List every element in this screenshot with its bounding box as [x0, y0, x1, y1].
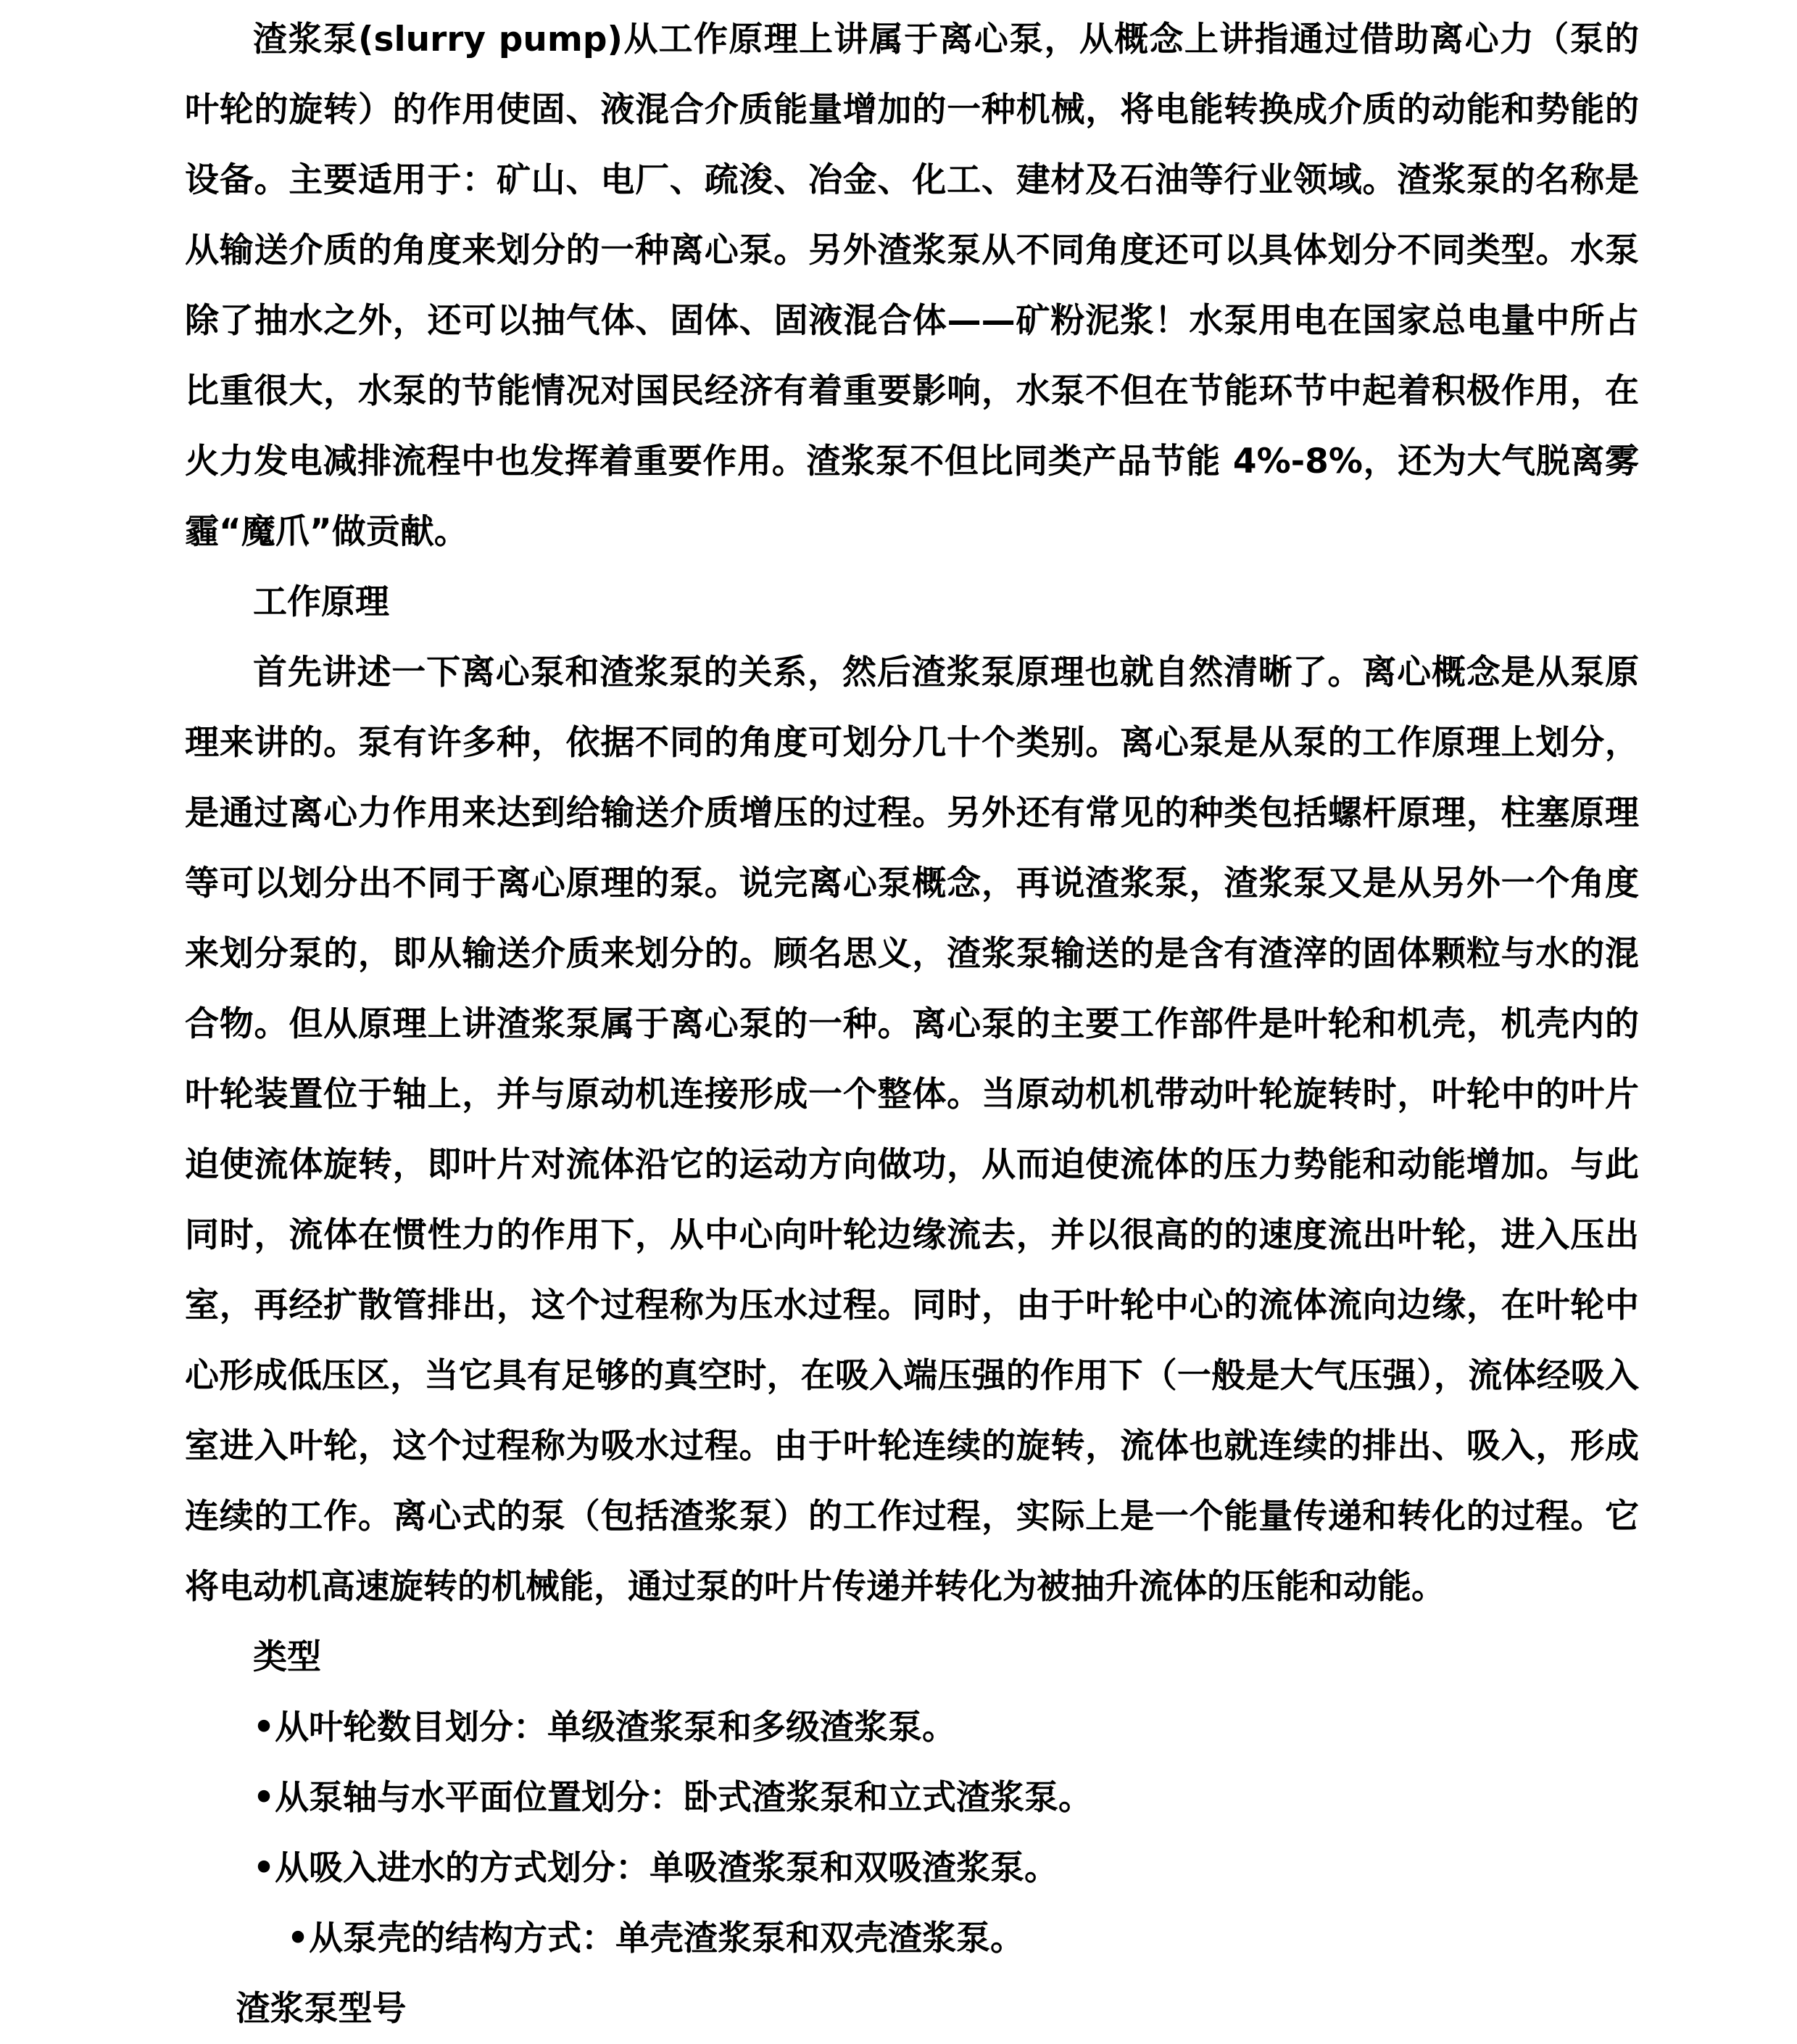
type-bullet-suction-mode: •从吸入进水的方式划分：单吸渣浆泵和双吸渣浆泵。: [253, 1848, 1059, 1888]
working-principle-paragraph: 首先讲述一下离心泵和渣浆泵的关系，然后渣浆泵原理也就自然清晰了。离心概念是从泵原理来讲的。泵有许多种，依据不同的角度可划分几十个类别。离心泵是从泵的工作原理上划分，是通过离心力作用来达到给输送介质增压的过程。另外还有常见的种类包括螺杆原理，柱塞原理等可以划分出不同于离心原理的泵。说完离心泵概念，再说渣浆泵，渣浆泵又是从另外一个角度来划分泵的，即从输送介质来划分的。顾名思义，渣浆泵输送的是含有渣滓的固体颗粒与水的混合物。但从原理上讲渣浆泵属于离心泵的一种。离心泵的主要工作部件是叶轮和机壳，机壳内的叶轮装置位于轴上，并与原动机连接形成一个整体。当原动机机带动叶轮旋转时，叶轮中的叶片迫使流体旋转，即叶片对流体沿它的运动方向做功，从而迫使流体的压力势能和动能增加。与此同时，流体在惯性力的作用下，从中心向叶轮边缘流去，并以很高的的速度流出叶轮，进入压出室，再经扩散管排出，这个过程称为压水过程。同时，由于叶轮中心的流体流向边缘，在叶轮中心形成低压区，当它具有足够的真空时，在吸入端压强的作用下（一般是大气压强），流体经吸入室进入叶轮，这个过程称为吸水过程。由于叶轮连续的旋转，流体也就连续的排出、吸入，形成连续的工作。离心式的泵（包括渣浆泵）的工作过程，实际上是一个能量传递和转化的过程。它将电动机高速旋转的机械能，通过泵的叶片传递并转化为被抽升流体的压能和动能。: [185, 653, 1639, 1607]
section-heading-model: 渣浆泵型号: [236, 1989, 407, 2029]
type-bullet-impeller-count: •从叶轮数目划分：单级渣浆泵和多级渣浆泵。: [253, 1708, 957, 1747]
section-heading-working-principle: 工作原理: [253, 582, 389, 622]
type-bullet-casing-structure: •从泵壳的结构方式：单壳渣浆泵和双壳渣浆泵。: [287, 1919, 1025, 1958]
intro-paragraph: 渣浆泵(slurry pump)从工作原理上讲属于离心泵，从概念上讲指通过借助离心力（泵的叶轮的旋转）的作用使固、液混合介质能量增加的一种机械，将电能转换成介质的动能和势能的设备。主要适用于：矿山、电厂、疏浚、冶金、化工、建材及石油等行业领域。渣浆泵的名称是从输送介质的角度来划分的一种离心泵。另外渣浆泵从不同角度还可以具体划分不同类型。水泵除了抽水之外，还可以抽气体、固体、固液混合体——矿粉泥浆！水泵用电在国家总电量中所占比重很大，水泵的节能情况对国民经济有着重要影响，水泵不但在节能环节中起着积极作用，在火力发电减排流程中也发挥着重要作用。渣浆泵不但比同类产品节能 4%-8%，还为大气脱离雾霾“魔爪”做贡献。: [185, 20, 1639, 552]
type-bullet-shaft-orientation: •从泵轴与水平面位置划分：卧式渣浆泵和立式渣浆泵。: [253, 1778, 1093, 1818]
section-heading-types: 类型: [253, 1637, 321, 1677]
